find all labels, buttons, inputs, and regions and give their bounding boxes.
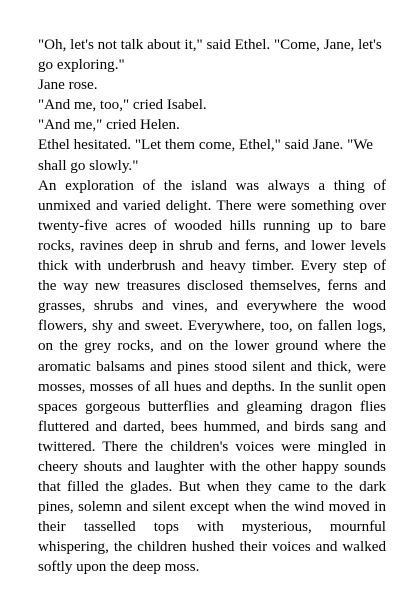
paragraph-exploration: An exploration of the island was always a thing of unmixed and varied delight. There were something over twenty-five acres of wooded hills running up to bare rocks, ravines deep in shrub and ferns, and lower levels thick with underbrush and heavy timber. Every step of the way new treasures disclosed themselves, ferns and grasses, shrubs and vines, and everywhere the wood flowers, shy and sweet. Everywhere, too, on fallen logs, on the grey rocks, and on the lower ground where the aromatic balsams and pines stood silent and thick, were mosses, mosses of all hues and depths. In the sunlit open spaces gorgeous butterflies and gleaming dragon flies fluttered and darted, bees hummed, and birds sang and twittered. There the children's voices were mingled in cheery shouts and laughter with the other happy sounds that filled the glades. But when they came to the dark pines, solemn and silent except when the wind moved in their tasselled tops with mysterious, mournful whispering, the children hushed their voices and walked softly upon the deep moss.	[38, 177, 386, 576]
paragraph-ethel-hesitated: Ethel hesitated. "Let them come, Ethel," said Jane. "We shall go slowly."	[38, 137, 373, 174]
page-body	[38, 35, 386, 578]
paragraph-isabel: "And me, too," cried Isabel.	[38, 97, 207, 114]
paragraph-ethel-exploring: "Oh, let's not talk about it," said Ethel. "Come, Jane, let's go exploring."	[38, 37, 382, 74]
paragraph-jane-rose: Jane rose.	[38, 77, 98, 94]
paragraph-helen: "And me," cried Helen.	[38, 117, 180, 134]
